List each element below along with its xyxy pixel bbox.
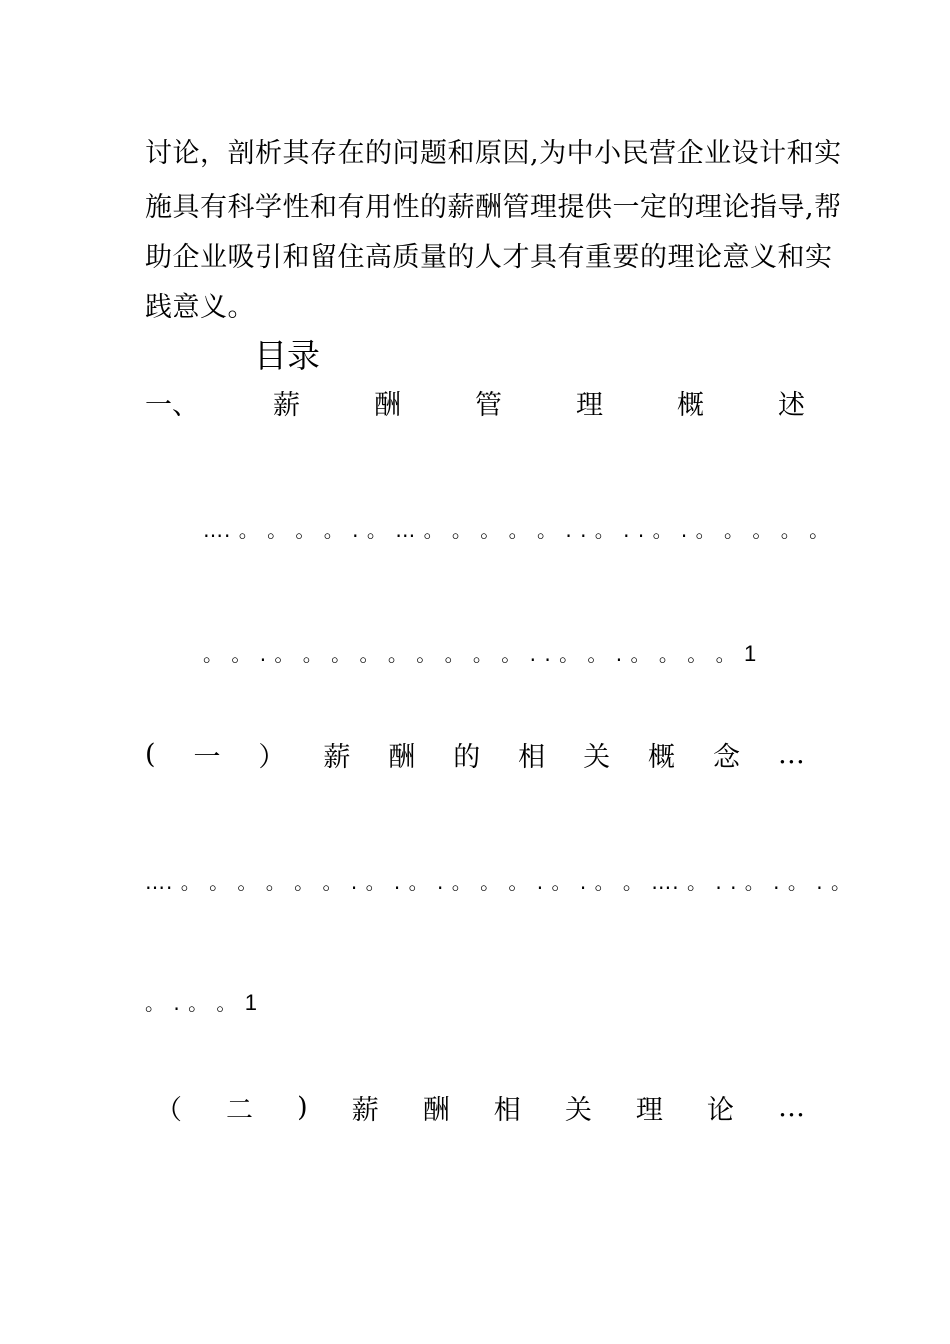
toc-entry-2-leader-1: …. 。 。 。 。 。 。 . 。 . 。 . 。 。 。 . 。 . 。 。 …. 。 . . 。 . 。 . 。 [145,870,852,894]
toc-entry-3-char: 论 [706,1095,734,1126]
toc-entry-3-char: 薪 [351,1095,379,1126]
toc-entry-2-char: 一 [193,742,221,773]
toc-entry-2-heading[interactable] [145,735,805,774]
toc-entry-2-page-number[interactable]: 1 [244,990,259,1015]
toc-entry-1-char: 述 [778,390,805,421]
toc-entry-1-leader-1: …. 。 。 。 。 . 。 … 。 。 。 。 。 . . 。 . . 。 . 。 。 。 。 。 [203,518,831,542]
toc-entry-3-char: （ [155,1095,182,1126]
toc-entry-2-char: 酬 [388,742,416,773]
toc-entry-2-char: 关 [583,742,611,773]
toc-entry-1-leader-2-dots: 。 。 . 。 。 。 。 。 。 。 。 。 . . 。 。 . 。 。 。 。 [203,642,737,666]
toc-entry-1-char: 一、 [145,390,199,421]
toc-entry-3-char: 酬 [422,1095,450,1126]
paragraph-line-4: 践意义。 [145,292,255,323]
toc-entry-2-char: … [777,739,805,770]
paragraph-line-1: 讨论，剖析其存在的问题和原因,为中小民营企业设计和实 [145,138,842,169]
toc-entry-3-char: 二 [226,1095,254,1126]
toc-entry-1-char: 管 [475,390,502,421]
toc-entry-3-heading[interactable] [155,1088,805,1127]
toc-entry-2-char: ( [145,739,156,770]
toc-entry-3-char: 关 [564,1095,592,1126]
toc-entry-2-char: 念 [712,742,740,773]
toc-entry-2-char: 的 [453,742,481,773]
toc-entry-2-leader-2-dots: 。 . 。 。 [145,991,238,1015]
toc-entry-2-char: 薪 [323,742,351,773]
paragraph-line-2: 施具有科学性和有用性的薪酬管理提供一定的理论指导,帮 [145,192,842,223]
toc-entry-1-char: 概 [677,390,704,421]
toc-entry-1-char: 酬 [374,390,401,421]
toc-entry-3-char: ) [297,1092,308,1123]
toc-title: 目录 [254,336,320,375]
toc-entry-3-char: 理 [635,1095,663,1126]
toc-entry-2-char: 概 [648,742,676,773]
toc-entry-2-char: 相 [518,742,546,773]
toc-entry-3-char: … [777,1092,805,1123]
paragraph-line-3: 助企业吸引和留住高质量的人才具有重要的理论意义和实 [145,242,833,273]
toc-entry-2-char: ） [258,742,286,773]
toc-entry-2-leader-2 [145,987,258,1016]
toc-entry-1-char: 薪 [273,390,300,421]
toc-entry-1-leader-2 [203,638,757,667]
toc-entry-1-char: 理 [576,390,603,421]
toc-entry-3-char: 相 [493,1095,521,1126]
toc-entry-1-page-number[interactable]: 1 [743,641,758,666]
toc-entry-1-heading[interactable] [145,383,805,422]
